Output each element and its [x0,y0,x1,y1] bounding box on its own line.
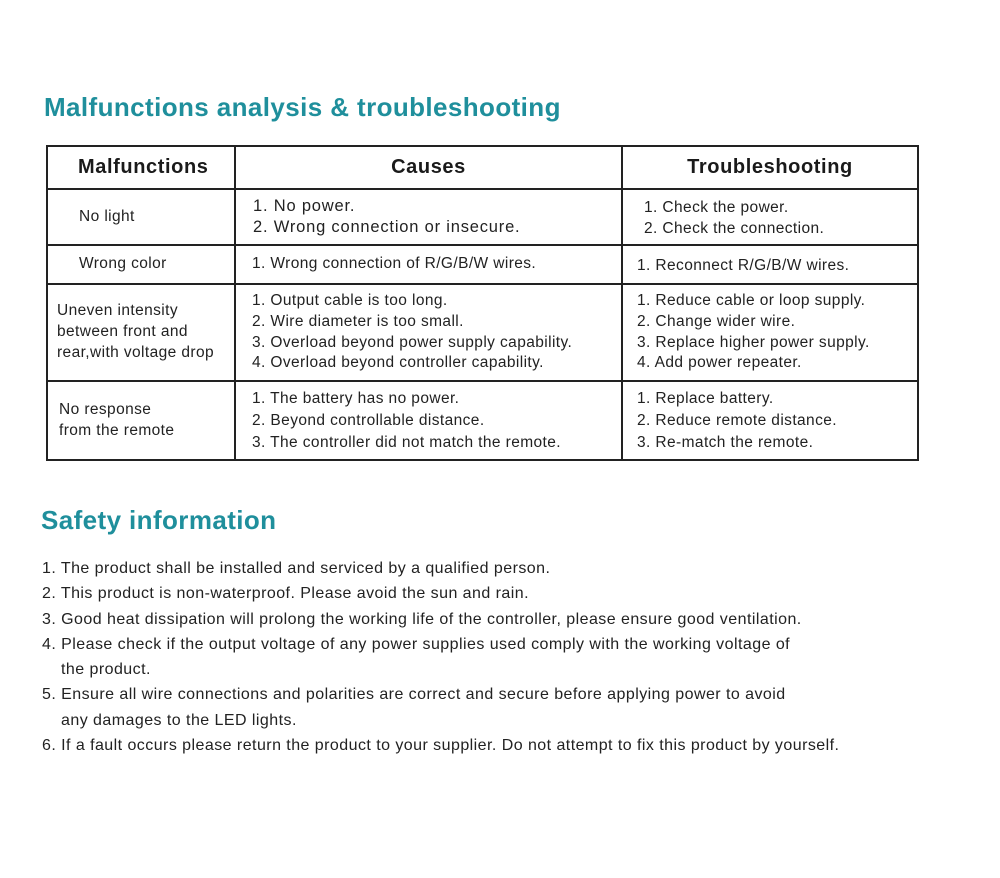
malfunction-cell [47,284,235,381]
safety-text: 4. Please check if the output voltage of any power supplies used comply with the working voltage of [42,635,791,653]
malfunction-cell [47,381,235,460]
malfunction-text: Wrong color [79,255,167,273]
list-item [42,682,839,733]
cause-item: 2. Wrong connection or insecure. [253,218,521,236]
cause-item: 2. Wire diameter is too small. [252,312,464,330]
causes-cell [235,189,622,245]
cause-item: 3. Overload beyond power supply capability. [252,333,573,351]
safety-text-continuation: any damages to the LED lights. [61,711,297,729]
troubleshooting-item: 2. Change wider wire. [637,312,796,330]
safety-text: 6. If a fault occurs please return the product to your supplier. Do not attempt to fix this product by yourself. [42,737,840,755]
cause-item: 1. Output cable is too long. [252,292,448,310]
causes-cell [235,284,622,381]
troubleshooting-cell [622,245,918,284]
table-row [47,189,918,245]
troubleshooting-item: 1. Reconnect R/G/B/W wires. [637,257,850,275]
cause-item: 4. Overload beyond controller capability. [252,354,544,372]
malfunction-text: Uneven intensity [57,302,178,320]
troubleshooting-item: 1. Replace battery. [637,389,774,407]
troubleshooting-item: 4. Add power repeater. [637,354,802,372]
safety-text: 2. This product is non-waterproof. Please avoid the sun and rain. [42,585,529,603]
troubleshooting-item: 2. Reduce remote distance. [637,411,837,429]
list-item [42,556,839,581]
malfunction-text: rear,with voltage drop [57,343,214,361]
malfunction-text: from the remote [59,421,175,439]
troubleshooting-item: 1. Reduce cable or loop supply. [637,292,866,310]
list-item [42,581,839,606]
table-row [47,284,918,381]
malfunction-text: No light [79,207,135,225]
safety-heading: Safety information [41,505,277,535]
troubleshooting-cell [622,284,918,381]
column-header-troubleshooting: Troubleshooting [622,146,918,189]
troubleshooting-cell [622,189,918,245]
list-item [42,733,839,758]
safety-text: 3. Good heat dissipation will prolong the working life of the controller, please ensure good ventilation. [42,610,802,628]
cause-item: 3. The controller did not match the remote. [252,433,561,451]
troubleshooting-item: 1. Check the power. [644,199,789,217]
column-header-malfunctions: Malfunctions [47,146,235,189]
safety-text-continuation: the product. [61,661,151,679]
troubleshooting-item: 3. Re-match the remote. [637,433,814,451]
safety-list [42,556,839,758]
list-item [42,632,839,683]
cause-item: 1. The battery has no power. [252,389,460,407]
troubleshooting-heading: Malfunctions analysis & troubleshooting [44,92,561,122]
list-item [42,607,839,632]
malfunction-cell [47,189,235,245]
malfunction-text: between front and [57,323,188,341]
table-header-row [47,146,918,189]
causes-cell [235,245,622,284]
table-row [47,381,918,460]
column-header-causes: Causes [235,146,622,189]
safety-text: 1. The product shall be installed and serviced by a qualified person. [42,560,551,577]
causes-cell [235,381,622,460]
malfunction-text: No response [59,400,152,418]
troubleshooting-cell [622,381,918,460]
cause-item: 1. Wrong connection of R/G/B/W wires. [252,255,537,273]
malfunction-cell [47,245,235,284]
troubleshooting-table [46,145,919,461]
cause-item: 2. Beyond controllable distance. [252,411,485,429]
table-row [47,245,918,284]
safety-text: 5. Ensure all wire connections and polarities are correct and secure before applying power to avoid [42,686,786,704]
cause-item: 1. No power. [253,197,356,216]
troubleshooting-item: 3. Replace higher power supply. [637,333,870,351]
troubleshooting-item: 2. Check the connection. [644,220,825,237]
